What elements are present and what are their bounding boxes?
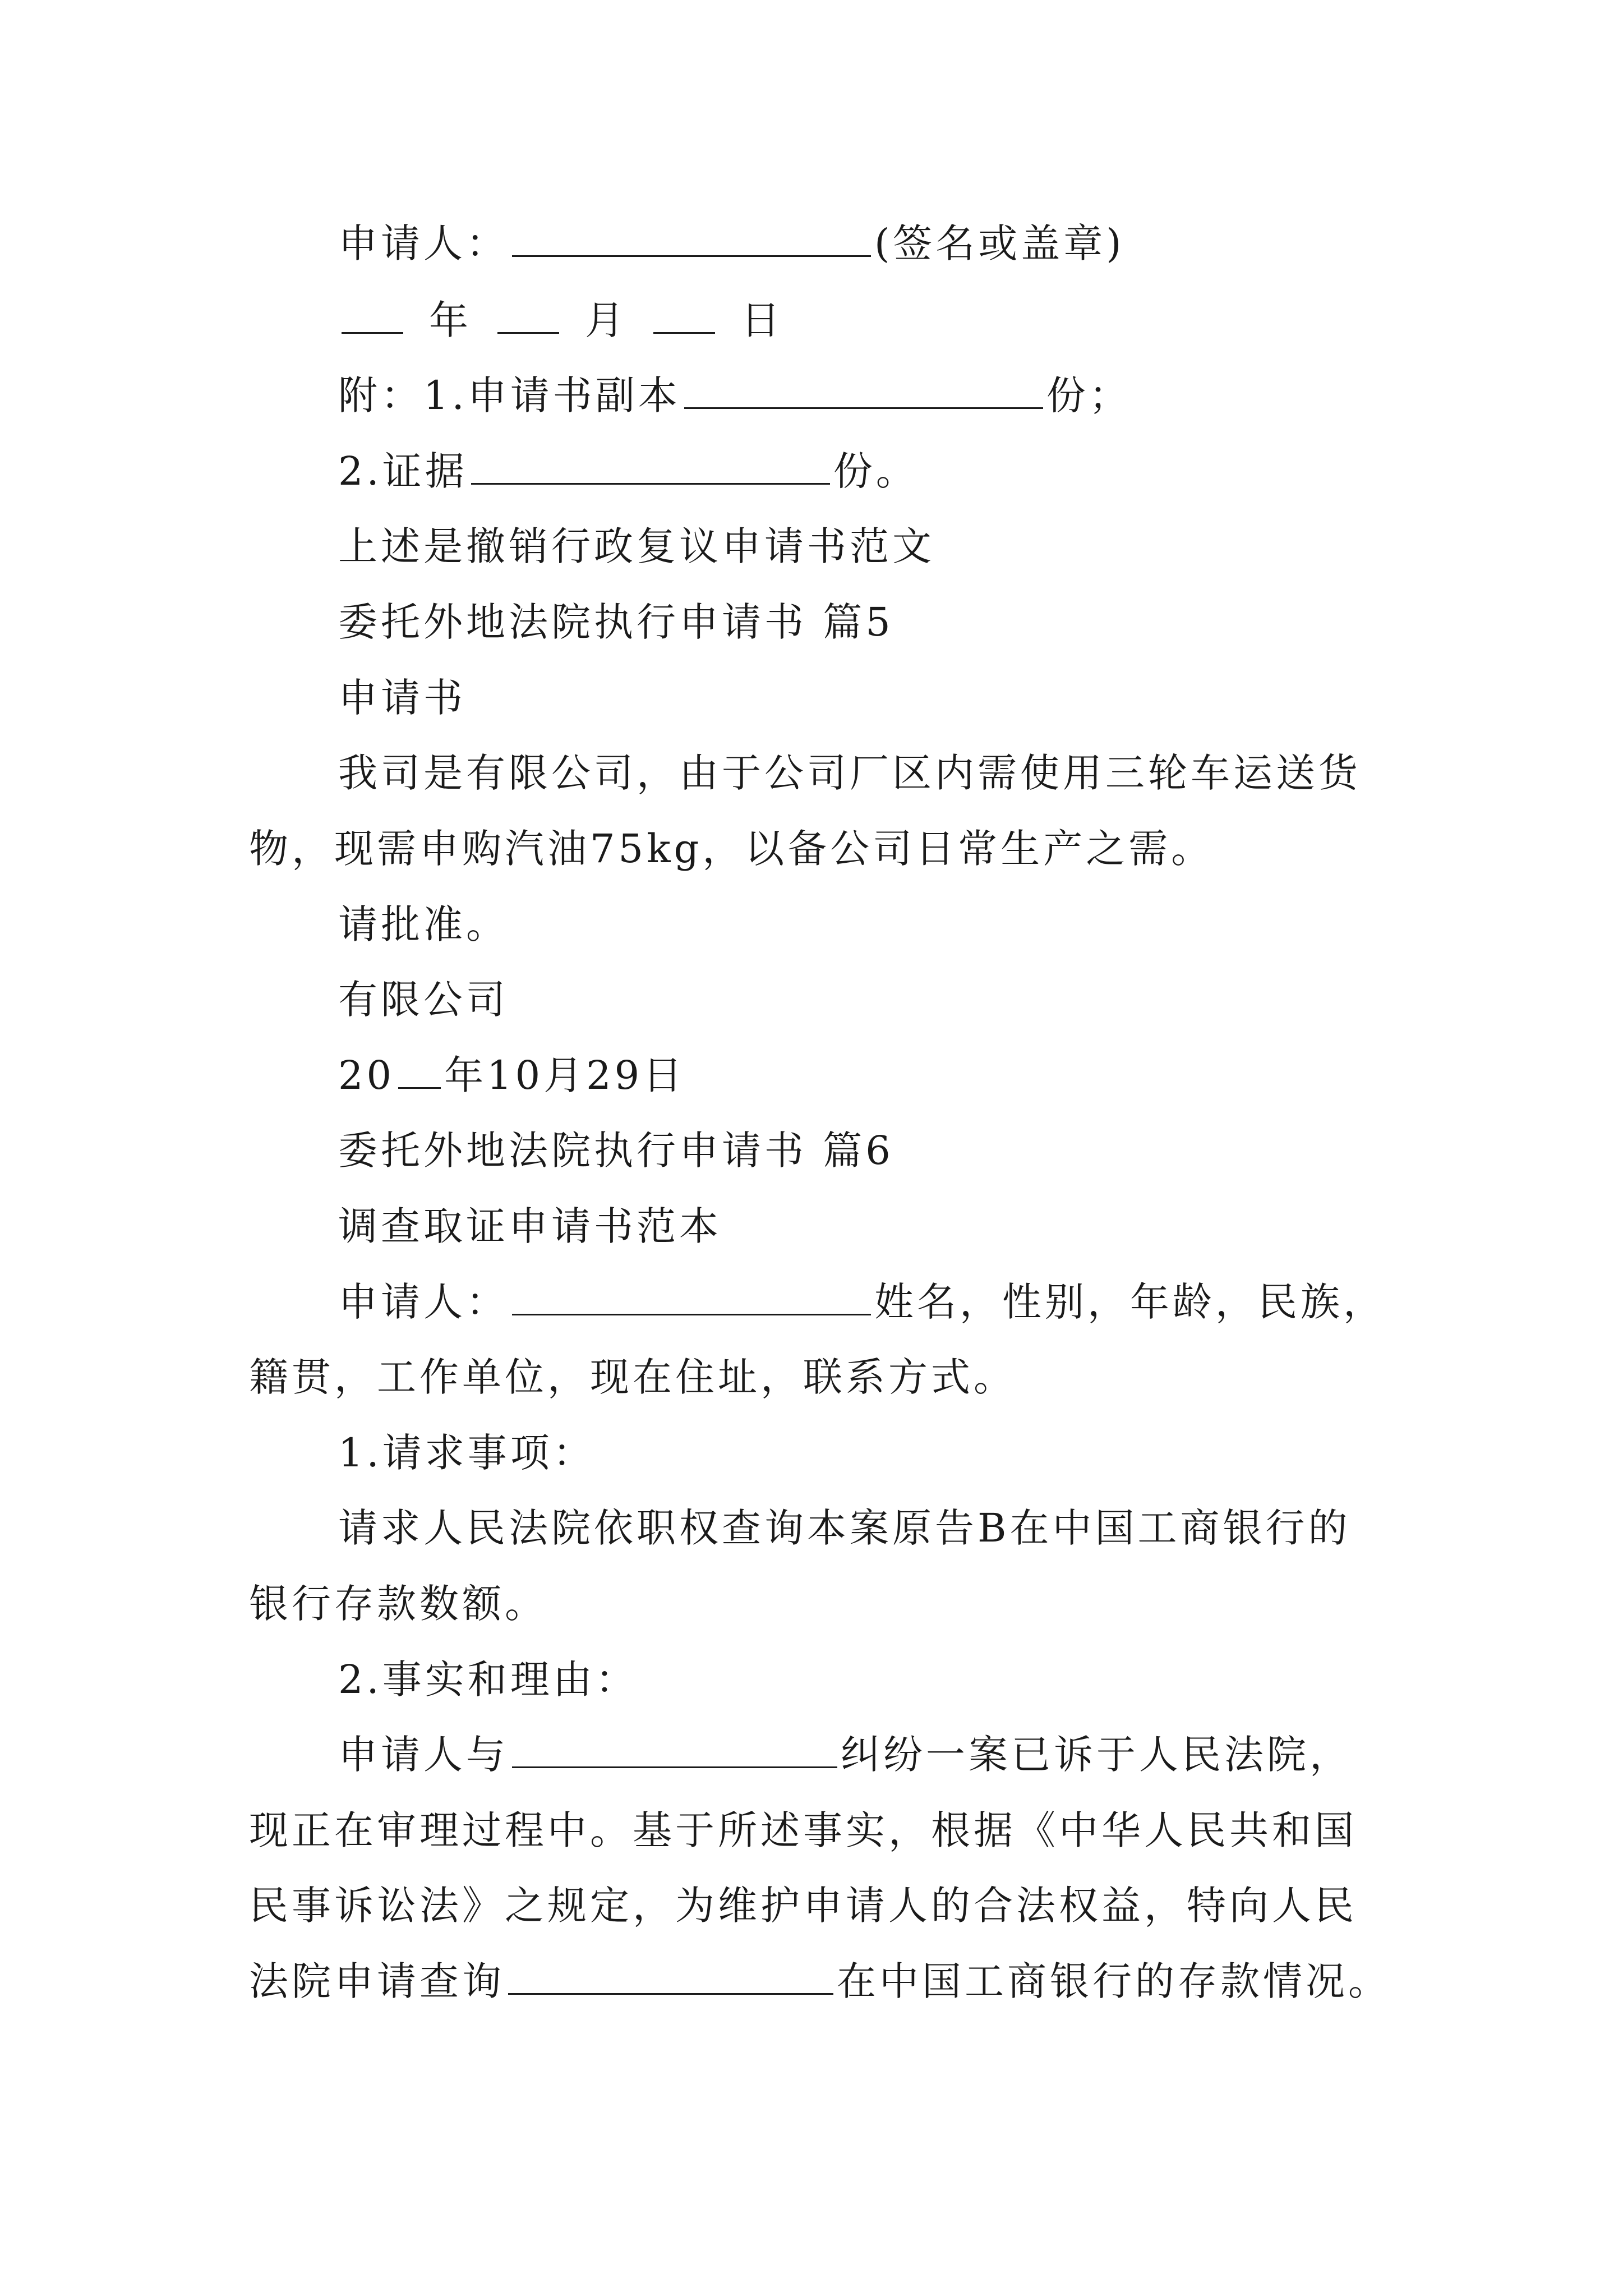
query-prefix: 法院申请查询 — [249, 1958, 505, 2004]
issue-date-line — [0, 1037, 1623, 1114]
template-title: 调查取证申请书范本 — [338, 1203, 722, 1249]
day-label: 日 — [741, 297, 783, 343]
signature-blank — [512, 222, 871, 257]
month-label: 月 — [585, 297, 628, 343]
paragraph-line: 请求人民法院依职权查询本案原告B在中国工商银行的 — [338, 1505, 1351, 1551]
day-blank — [653, 298, 715, 334]
paragraph-line: 物，现需申购汽油75kg，以备公司日常生产之需。 — [249, 826, 1214, 872]
document-title: 申请书 — [338, 675, 466, 721]
attachment-line-1 — [0, 357, 1623, 434]
applicant-info-line — [0, 1264, 1623, 1340]
facts-heading: 2.事实和理由： — [338, 1657, 638, 1703]
paragraph-line: 籍贯，工作单位，现在住址，联系方式。 — [249, 1354, 1016, 1400]
signature-note: (签名或盖章) — [874, 220, 1125, 266]
section-heading-6: 委托外地法院执行申请书 篇6 — [338, 1128, 894, 1174]
request-items-heading: 1.请求事项： — [338, 1430, 596, 1476]
section-heading-5: 委托外地法院执行申请书 篇5 — [338, 599, 894, 645]
paragraph-line: 我司是有限公司，由于公司厂区内需使用三轮车运送货 — [338, 750, 1361, 796]
query-party-blank — [508, 1959, 833, 1995]
applicant-blank — [512, 1280, 871, 1315]
date-line — [0, 282, 1623, 358]
evidence-unit: 份。 — [833, 448, 919, 494]
query-line — [0, 1943, 1623, 2019]
query-rest: 在中国工商银行的存款情况。 — [837, 1958, 1391, 2004]
applicant-label: 申请人： — [338, 1279, 509, 1325]
dispute-line — [0, 1717, 1623, 1793]
attachment-copy-label: 附：1.申请书副本 — [338, 372, 681, 418]
evidence-label: 2.证据 — [338, 448, 468, 494]
attachment-line-2 — [0, 433, 1623, 509]
copy-unit: 份； — [1046, 372, 1132, 418]
year-prefix: 20 — [338, 1052, 395, 1098]
evidence-count-blank — [471, 449, 830, 485]
year-suffix-blank — [398, 1053, 441, 1089]
paragraph-line: 民事诉讼法》之规定，为维护申请人的合法权益，特向人民 — [249, 1883, 1357, 1929]
year-label: 年 — [429, 297, 472, 343]
applicant-fields: 姓名，性别，年龄，民族， — [874, 1279, 1386, 1325]
request-approval-line: 请批准。 — [338, 901, 509, 947]
paragraph-line: 现正在审理过程中。基于所述事实，根据《中华人民共和国 — [249, 1807, 1357, 1853]
applicant-label: 申请人： — [338, 220, 509, 266]
month-blank — [497, 298, 559, 334]
copy-count-blank — [684, 374, 1043, 409]
company-name-line: 有限公司 — [338, 977, 509, 1023]
summary-line: 上述是撤销行政复议申请书范文 — [338, 523, 935, 569]
party-blank — [512, 1733, 837, 1768]
dispute-prefix: 申请人与 — [338, 1732, 509, 1778]
year-blank — [342, 298, 403, 334]
paragraph-line: 银行存款数额。 — [249, 1581, 547, 1627]
applicant-signature-line — [0, 205, 1623, 282]
date-rest: 年10月29日 — [444, 1052, 686, 1098]
dispute-rest: 纠纷一案已诉于人民法院， — [841, 1732, 1352, 1778]
